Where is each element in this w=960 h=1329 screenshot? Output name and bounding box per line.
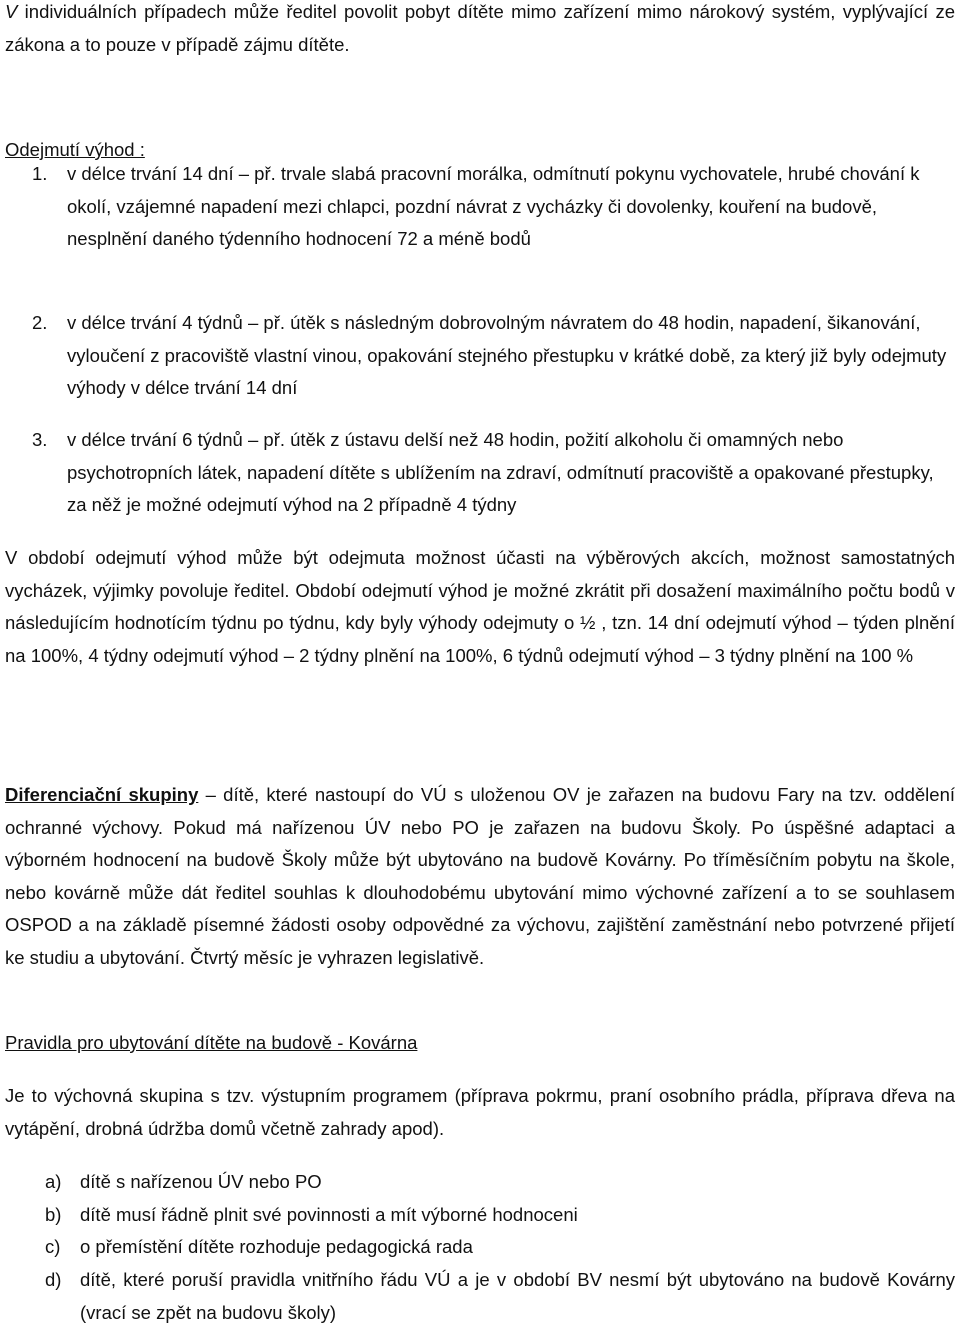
diferenciacni-text: – dítě, které nastoupí do VÚ s uloženou OV je zařazen na budovu Fary na tzv. oddělení ochranné výchovy. Pokud má nařízenou ÚV nebo PO je zařazen na budovu Školy. Po úspěšné adaptaci a výborném hodnocení na budově Školy může být ubytováno na budově Kovárny. Po tříměsíčním pobytu na škole, nebo kovárně může dát ředitel souhlas k dlouhodobému ubytování mimo výchovné zařízení a to se souhlasem OSPOD a na základě písemné žádosti osoby odpovědné za výchovu, zajištění zaměstnání nebo potvrzené přijetí ke studiu a ubytování. Čtvrtý měsíc je vyhrazen legislativě. xyxy=(5,784,955,968)
item-text: dítě s nařízenou ÚV nebo PO xyxy=(80,1171,322,1192)
odejmuti-item-1 xyxy=(5,158,955,256)
item-text: v délce trvání 14 dní – př. trvale slabá pracovní morálka, odmítnutí pokynu vychovatele, hrubé chování k okolí, vzájemné napadení mezi chlapci, pozdní návrat z vycházky či dovolenky, kouření na budově, nesplnění daného týdenního hodnocení 72 a méně bodů xyxy=(67,163,920,250)
odejmuti-paragraph: V období odejmutí výhod může být odejmuta možnost účasti na výběrových akcích, možnost samostatných vycházek, výjimky povoluje ředitel. Období odejmutí výhod je možné zkrátit při dosažení maximálního počtu bodů v následujícím hodnotícím týdnu po týdnu, kdy byly výhody odejmuty o ½ , tzn. 14 dní odejmutí výhod – týden plnění na 100%, 4 týdny odejmutí výhod – 2 týdny plnění na 100%, 6 týdnů odejmutí výhod – 3 týdny plnění na 100 % xyxy=(5,547,955,666)
item-number: 2. xyxy=(32,312,48,333)
item-text: v délce trvání 4 týdnů – př. útěk s následným dobrovolným návratem do 48 hodin, napadení, šikanování, vyloučení z pracoviště vlastní vinou, opakování stejného přestupku v krátké době, za který již byly odejmuty výhody v délce trvání 14 dní xyxy=(67,312,947,399)
kovarna-paragraph: Je to výchovná skupina s tzv. výstupním programem (příprava pokrmu, praní osobního prádla, příprava dřeva na vytápění, drobná údržba domů včetně zahrady apod). xyxy=(5,1085,955,1139)
item-letter: d) xyxy=(45,1269,62,1290)
intro-text: individuálních případech může ředitel povolit pobyt dítěte mimo zařízení mimo nárokový systém, vyplývající ze zákona a to pouze v případě zájmu dítěte. xyxy=(5,1,955,55)
odejmuti-heading-text: Odejmutí výhod : xyxy=(5,139,145,160)
kovarna-item-c xyxy=(5,1231,955,1264)
intro-paragraph xyxy=(5,0,955,61)
odejmuti-item-2 xyxy=(5,307,955,405)
diferenciacni-heading: Diferenciační skupiny xyxy=(5,784,199,805)
item-text: dítě musí řádně plnit své povinnosti a mít výborné hodnoceni xyxy=(80,1204,578,1225)
item-text: dítě, které poruší pravidla vnitřního řádu VÚ a je v období BV nesmí být ubytováno na budově Kovárny (vrací se zpět na budovu školy) xyxy=(80,1269,955,1323)
kovarna-heading xyxy=(5,1027,955,1060)
diferenciacni-paragraph xyxy=(5,779,955,975)
item-letter: b) xyxy=(45,1204,62,1225)
item-letter: c) xyxy=(45,1236,61,1257)
kovarna-item-d xyxy=(5,1264,955,1329)
kovarna-item-b xyxy=(5,1199,955,1232)
item-letter: a) xyxy=(45,1171,62,1192)
item-number: 1. xyxy=(32,163,48,184)
item-text: v délce trvání 6 týdnů – př. útěk z ústavu delší než 48 hodin, požití alkoholu či omamných nebo psychotropních látek, napadení dítěte s ublížením na zdraví, odmítnutí pracoviště a opakované přestupky, za něž je možné odejmutí výhod na 2 případně 4 týdny xyxy=(67,429,934,516)
item-number: 3. xyxy=(32,429,48,450)
kovarna-item-a xyxy=(5,1166,955,1199)
intro-lead: V xyxy=(5,1,18,22)
odejmuti-item-3 xyxy=(5,424,955,522)
item-text: o přemístění dítěte rozhoduje pedagogická rada xyxy=(80,1236,473,1257)
kovarna-heading-text: Pravidla pro ubytování dítěte na budově - Kovárna xyxy=(5,1032,418,1053)
